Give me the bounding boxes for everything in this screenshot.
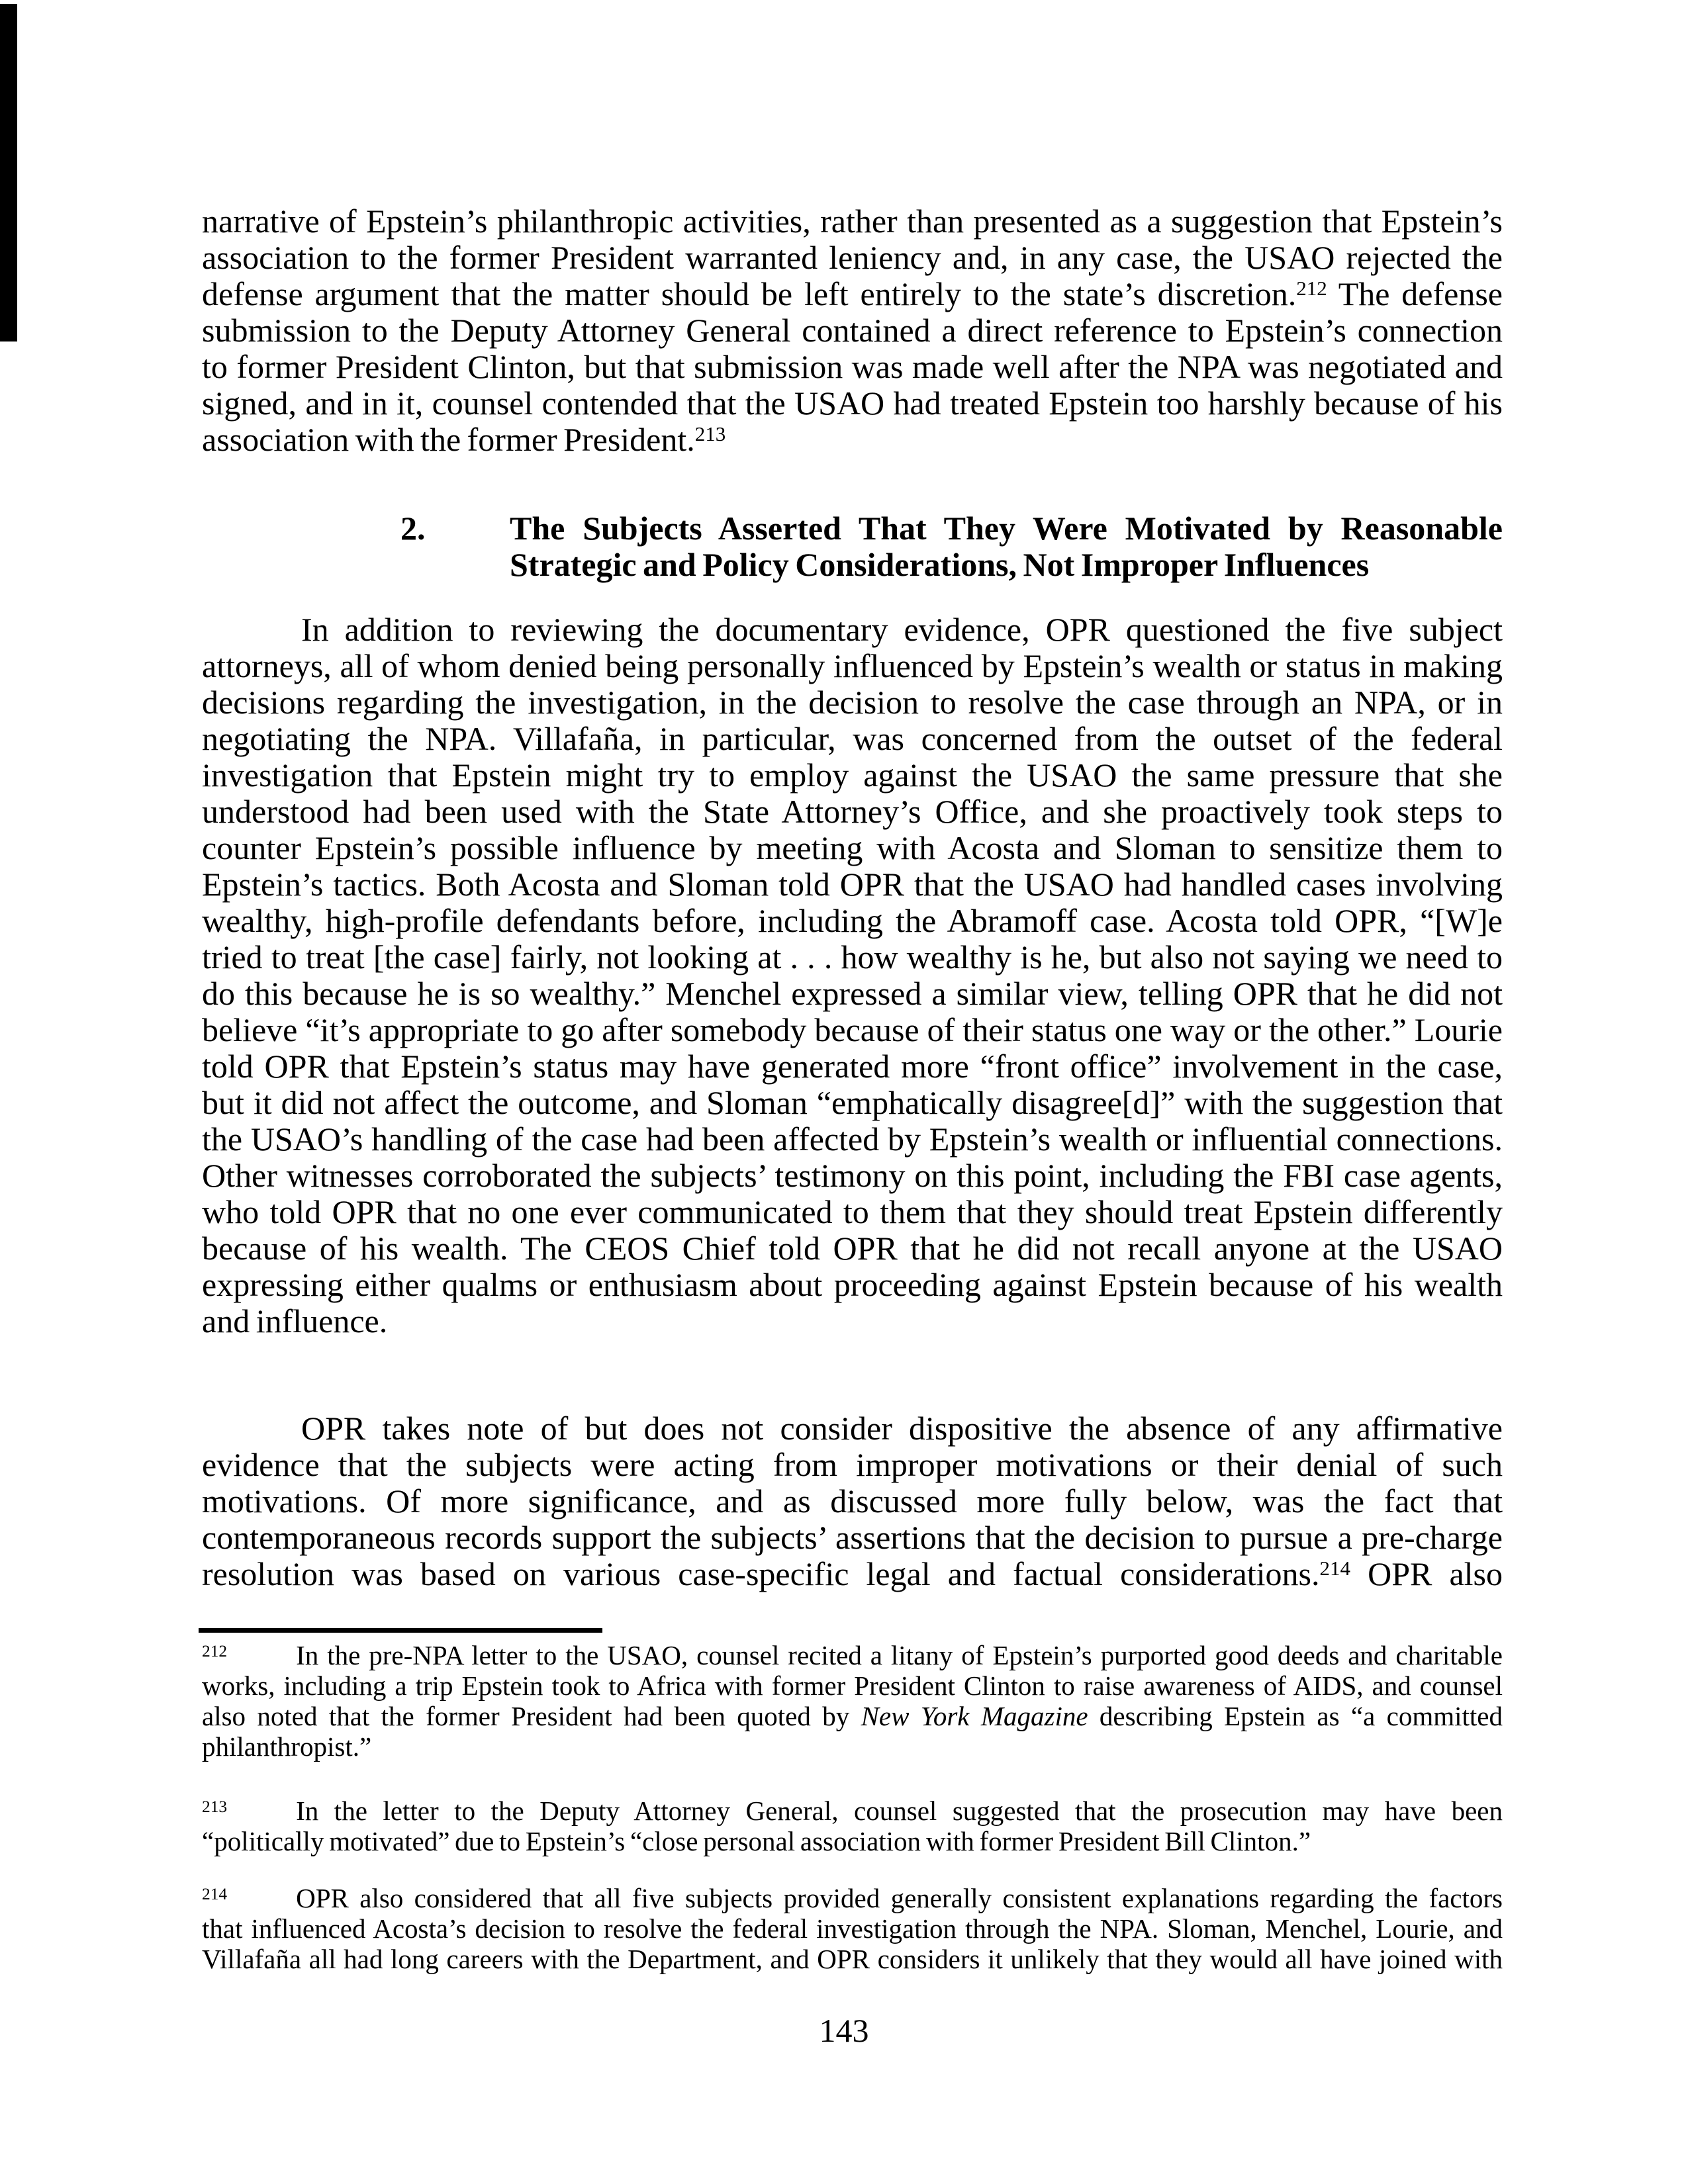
footnote-ref: 214	[1319, 1557, 1350, 1580]
section-heading-text	[510, 510, 1503, 583]
text-line: attorneys, all of whom denied being personally influenced by Epstein’s wealth or status in making	[202, 647, 1503, 684]
text-line: works, including a trip Epstein took to Africa with former President Clinton to raise awareness of AIDS, and counsel	[202, 1670, 1503, 1701]
text-line: philanthropist.”	[202, 1731, 372, 1762]
text-line: counter Epstein’s possible influence by meeting with Acosta and Sloman to sensitize them to	[202, 829, 1503, 866]
text-line: also noted that the former President had been quoted by New York Magazine describing Epstein as “a committed	[202, 1701, 1503, 1731]
text-line: motivations. Of more significance, and as discussed more fully below, was the fact that	[202, 1482, 1503, 1520]
footnote-ref: 212	[202, 1641, 228, 1661]
italic-text: New York Magazine	[861, 1701, 1088, 1731]
text-line: because of his wealth. The CEOS Chief told OPR that he did not recall anyone at the USAO	[202, 1230, 1503, 1267]
text-line: that influenced Acosta’s decision to resolve the federal investigation through the NPA. Sloman, Menchel, Lourie, and	[202, 1913, 1503, 1944]
text-line: “politically motivated” due to Epstein’s “close personal association with former President Bill Clinton.”	[202, 1826, 1311, 1856]
section-heading-number: 2.	[400, 510, 426, 547]
text-line: investigation that Epstein might try to employ against the USAO the same pressure that she	[202, 756, 1503, 794]
body-paragraph	[202, 612, 1503, 1340]
text-line: Strategic and Policy Considerations, Not Improper Influences	[510, 546, 1370, 583]
text-line: told OPR that Epstein’s status may have generated more “front office” involvement in the case,	[202, 1048, 1503, 1085]
text-line: who told OPR that no one ever communicated to them that they should treat Epstein differently	[202, 1193, 1503, 1230]
text-line: association with the former President.$^{213}$	[202, 421, 726, 458]
text-line: association to the former President warranted leniency and, in any case, the USAO rejected the	[202, 239, 1503, 276]
text-line: understood had been used with the State Attorney’s Office, and she proactively took steps to	[202, 793, 1503, 830]
text-line: Other witnesses corroborated the subjects’ testimony on this point, including the FBI case agents,	[202, 1157, 1503, 1194]
footnote-separator	[199, 1628, 602, 1633]
opening-paragraph	[202, 203, 1503, 458]
text-line: do this because he is so wealthy.” Menchel expressed a similar view, telling OPR that he did not	[202, 975, 1503, 1012]
text-line: believe “it’s appropriate to go after somebody because of their status one way or the other.” Lourie	[202, 1011, 1503, 1048]
text-line: decisions regarding the investigation, in the decision to resolve the case through an NPA, or in	[202, 684, 1503, 721]
text-line: $^{214}$ OPR also considered that all five subjects provided generally consistent explanations regarding the factors	[202, 1883, 1503, 1913]
footnote-ref: 214	[202, 1884, 228, 1903]
footnote-ref: 213	[202, 1797, 228, 1816]
footnote-ref: 212	[1296, 277, 1327, 300]
text-line: OPR takes note of but does not consider dispositive the absence of any affirmative	[301, 1410, 1503, 1447]
text-line: The Subjects Asserted That They Were Motivated by Reasonable	[510, 510, 1503, 547]
text-line: the USAO’s handling of the case had been affected by Epstein’s wealth or influential connections.	[202, 1120, 1503, 1158]
text-line: $^{212}$ In the pre-NPA letter to the USAO, counsel recited a litany of Epstein’s purported good deeds and charitable	[202, 1640, 1503, 1670]
closing-paragraph	[202, 1410, 1503, 1592]
text-line: expressing either qualms or enthusiasm about proceeding against Epstein because of his wealth	[202, 1266, 1503, 1303]
footnote-214	[202, 1883, 1503, 1974]
text-line: Villafaña all had long careers with the Department, and OPR considers it unlikely that they would all have joined with	[202, 1944, 1503, 1974]
text-line: and influence.	[202, 1302, 388, 1340]
text-line: tried to treat [the case] fairly, not looking at . . . how wealthy is he, but also not saying we need to	[202, 938, 1503, 976]
footnote-ref: 213	[694, 422, 726, 446]
text-line: negotiating the NPA. Villafaña, in particular, was concerned from the outset of the federal	[202, 720, 1503, 757]
footnote-212	[202, 1640, 1503, 1762]
section-heading	[400, 510, 1503, 583]
text-line: evidence that the subjects were acting from improper motivations or their denial of such	[202, 1446, 1503, 1483]
text-line: Epstein’s tactics. Both Acosta and Sloman told OPR that the USAO had handled cases involving	[202, 866, 1503, 903]
text-line: signed, and in it, counsel contended that the USAO had treated Epstein too harshly because of his	[202, 385, 1503, 422]
text-line: defense argument that the matter should be left entirely to the state’s discretion.$^{212}$ The defense	[202, 275, 1503, 312]
text-line: wealthy, high-profile defendants before, including the Abramoff case. Acosta told OPR, “[W]e	[202, 902, 1503, 939]
text-line: narrative of Epstein’s philanthropic activities, rather than presented as a suggestion that Epstein’s	[202, 203, 1503, 240]
page-number: 143	[819, 2012, 869, 2049]
text-line: In addition to reviewing the documentary evidence, OPR questioned the five subject	[301, 611, 1503, 648]
text-line: contemporaneous records support the subjects’ assertions that the decision to pursue a pre-charge	[202, 1519, 1503, 1556]
scan-artifact-bar	[0, 4, 17, 341]
text-line: submission to the Deputy Attorney General contained a direct reference to Epstein’s connection	[202, 312, 1503, 349]
text-line: resolution was based on various case-specific legal and factual considerations.$^{214}$ OPR also	[202, 1555, 1503, 1592]
text-line: to former President Clinton, but that submission was made well after the NPA was negotiated and	[202, 348, 1503, 385]
text-line: but it did not affect the outcome, and Sloman “emphatically disagree[d]” with the suggestion that	[202, 1084, 1503, 1121]
footnote-213	[202, 1796, 1503, 1856]
text-line: $^{213}$ In the letter to the Deputy Attorney General, counsel suggested that the prosecution may have been	[202, 1796, 1503, 1826]
